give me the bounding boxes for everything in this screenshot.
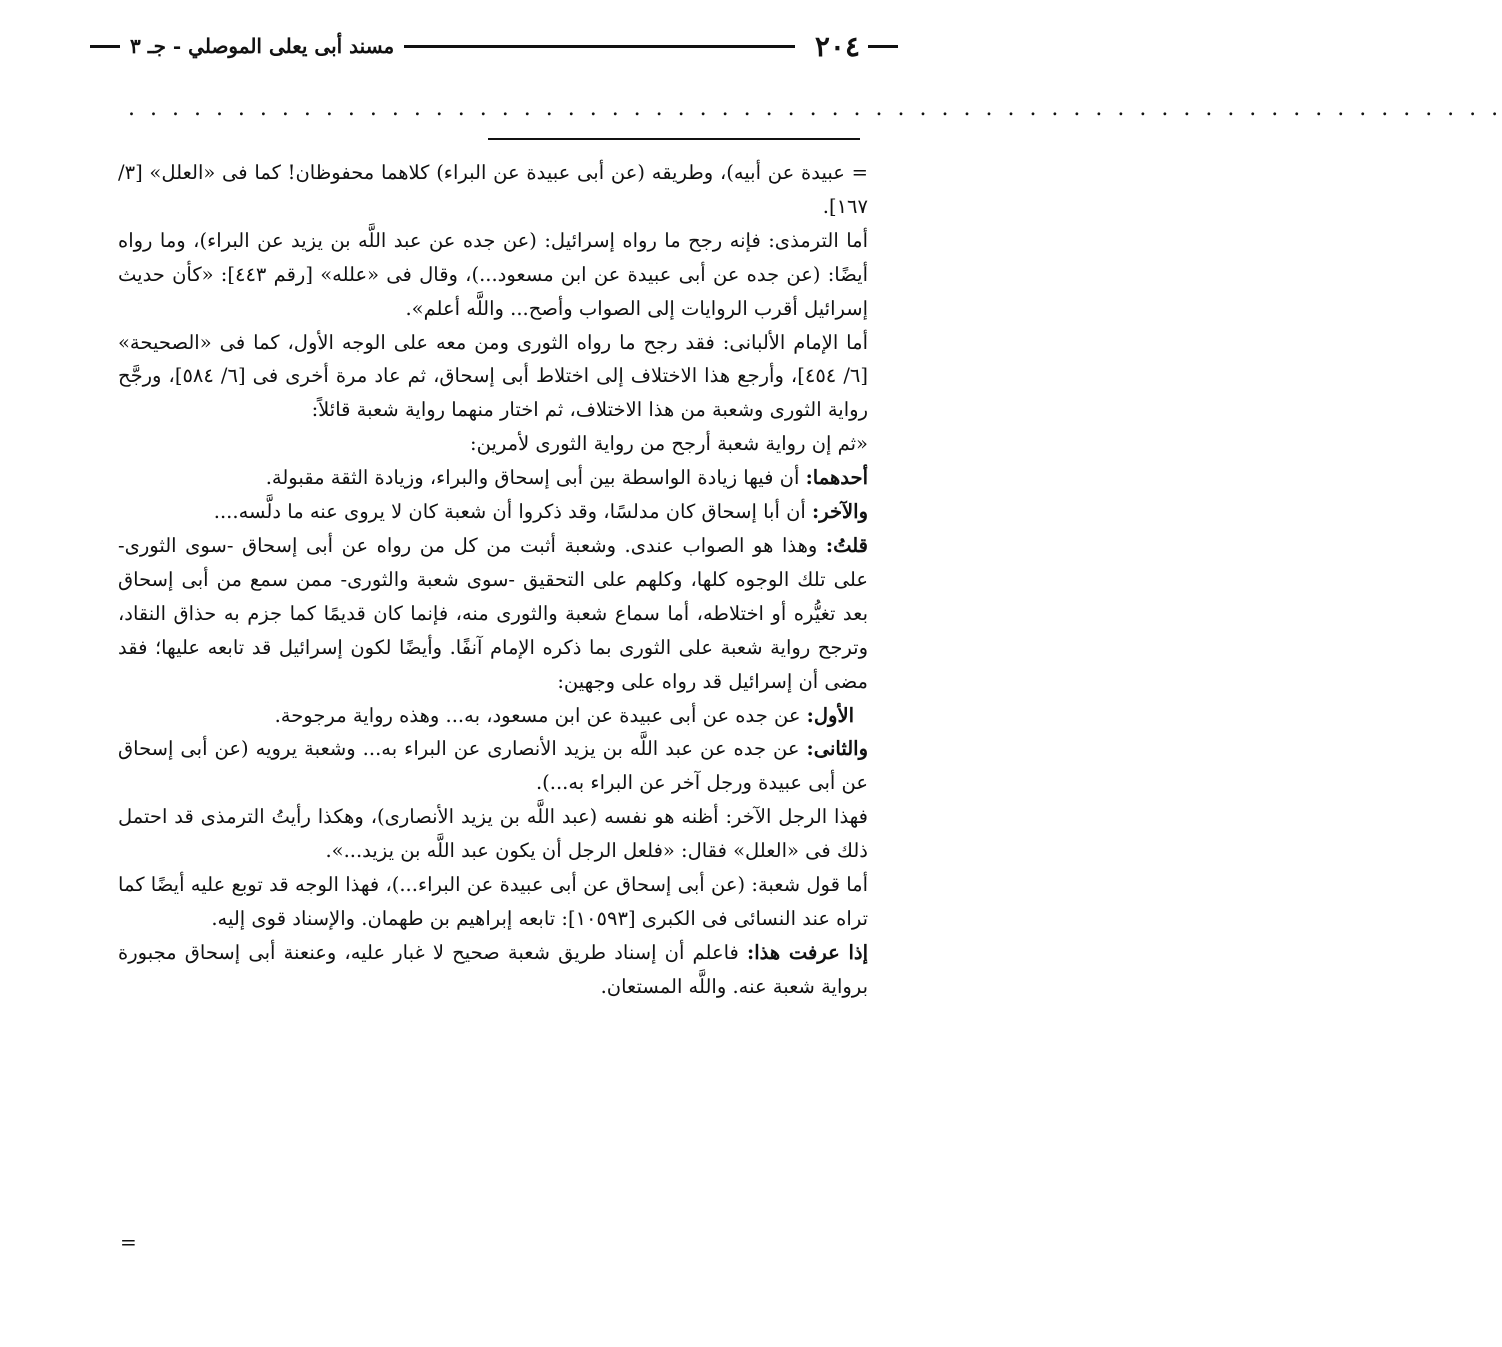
paragraph-text: فاعلم أن إسناد طريق شعبة صحيح لا غبار عليه، وعنعنة أبى إسحاق مجبورة برواية شعبة عنه. واللَّه المستعان.	[118, 940, 868, 998]
paragraph	[118, 156, 868, 224]
paragraph-text: = عبيدة عن أبيه)، وطريقه (عن أبى عبيدة عن البراء) كلاهما محفوظان! كما فى «العلل» [٣/ ١٦٧].	[118, 161, 868, 218]
paragraph-lead: قلتُ:	[825, 533, 868, 557]
paragraph-text: أن أبا إسحاق كان مدلسًا، وقد ذكروا أن شعبة كان لا يروى عنه ما دلَّسه....	[213, 500, 813, 524]
running-title: مسند أبى يعلى الموصلي - جـ ٣	[130, 34, 395, 58]
page-header	[90, 28, 898, 64]
paragraph-text: وهذا هو الصواب عندى. وشعبة أثبت من كل من رواه عن أبى إسحاق -سوى الثورى- على تلك الوجوه كلها، وكلهم على التحقيق -سوى شعبة والثورى- ممن سمع من أبى إسحاق بعد تغيُّره أو اختلاطه، أما سماع شعبة والثورى منه، فإنما كان قديمًا كما جزم به حذاق النقاد، وترجح رواية شعبة على الثورى بما ذكره الإمام آنفًا. وأيضًا لكون إسرائيل قد تابعه عليها؛ فقد مضى أن إسرائيل قد رواه على وجهين:	[118, 533, 868, 693]
paragraph-text: أن فيها زيادة الواسطة بين أبى إسحاق والبراء، وزيادة الثقة مقبولة.	[265, 466, 806, 490]
paragraph	[118, 936, 868, 1004]
paragraph-lead: أحدهما:	[805, 466, 868, 490]
paragraph	[118, 326, 868, 428]
paragraph	[118, 461, 868, 495]
header-rule	[404, 45, 795, 48]
paragraph-text: فهذا الرجل الآخر: أظنه هو نفسه (عبد اللَّه بن يزيد الأنصارى)، وهكذا رأيتُ الترمذى قد احتمل ذلك فى «العلل» فقال: «فلعل الرجل أن يكون عبد اللَّه بن يزيد...».	[118, 805, 868, 863]
paragraph-lead: والآخر:	[812, 500, 868, 524]
header-dash	[868, 45, 898, 48]
paragraph-lead: الأول:	[806, 703, 854, 727]
paragraph	[118, 699, 868, 733]
paragraph-text: «ثم إن رواية شعبة أرجح من رواية الثورى لأمرين:	[470, 432, 868, 456]
paragraph-text: أما الإمام الألبانى: فقد رجح ما رواه الثورى ومن معه على الوجه الأول، كما فى «الصحيحة» [٦/ ٤٥٤]، وأرجع هذا الاختلاف إلى اختلاط أبى إسحاق، ثم عاد مرة أخرى فى [٦/ ٥٨٤]، ورجَّح رواية الثورى وشعبة من هذا الاختلاف، ثم اختار منهما رواية شعبة قائلاً:	[118, 330, 868, 422]
paragraph	[118, 868, 868, 936]
continuation-mark: =	[120, 1230, 137, 1254]
footnote-rule	[488, 138, 860, 140]
header-dash	[90, 45, 120, 48]
page-number: ٢٠٤	[814, 29, 860, 63]
paragraph	[118, 427, 868, 461]
paragraph-text: عن جده عن أبى عبيدة عن ابن مسعود، به... وهذه رواية مرجوحة.	[274, 703, 807, 727]
paragraph	[118, 224, 868, 326]
paragraph	[118, 529, 868, 699]
paragraph-lead: والثانى:	[806, 737, 868, 761]
footnote-body	[118, 156, 868, 1004]
paragraph-lead: إذا عرفت هذا:	[747, 940, 868, 964]
paragraph-text: عن جده عن عبد اللَّه بن يزيد الأنصارى عن البراء به... وشعبة يرويه (عن أبى إسحاق عن أبى عبيدة ورجل آخر عن البراء به...).	[118, 737, 868, 795]
paragraph	[118, 800, 868, 868]
paragraph-text: أما قول شعبة: (عن أبى إسحاق عن أبى عبيدة عن البراء...)، فهذا الوجه قد توبع عليه أيضًا كما تراه عند النسائى فى الكبرى [١٠٥٩٣]: تابعه إبراهيم بن طهمان. والإسناد قوى إليه.	[118, 873, 868, 930]
separator-dots: . . . . . . . . . . . . . . . . . . . . . . . . . . . . . . . . . . . . . . . . . . . . . . . . . . . . . . . . . . . . . . .	[128, 96, 1502, 121]
paragraph	[118, 732, 868, 800]
paragraph	[118, 495, 868, 529]
paragraph-text: أما الترمذى: فإنه رجح ما رواه إسرائيل: (عن جده عن عبد اللَّه بن يزيد عن البراء)، وما رواه أيضًا: (عن جده عن أبى عبيدة عن ابن مسعود...)، وقال فى «علله» [رقم ٤٤٣]: «كأن حديث إسرائيل أقرب الروايات إلى الصواب وأصح... واللَّه أعلم».	[118, 228, 868, 320]
